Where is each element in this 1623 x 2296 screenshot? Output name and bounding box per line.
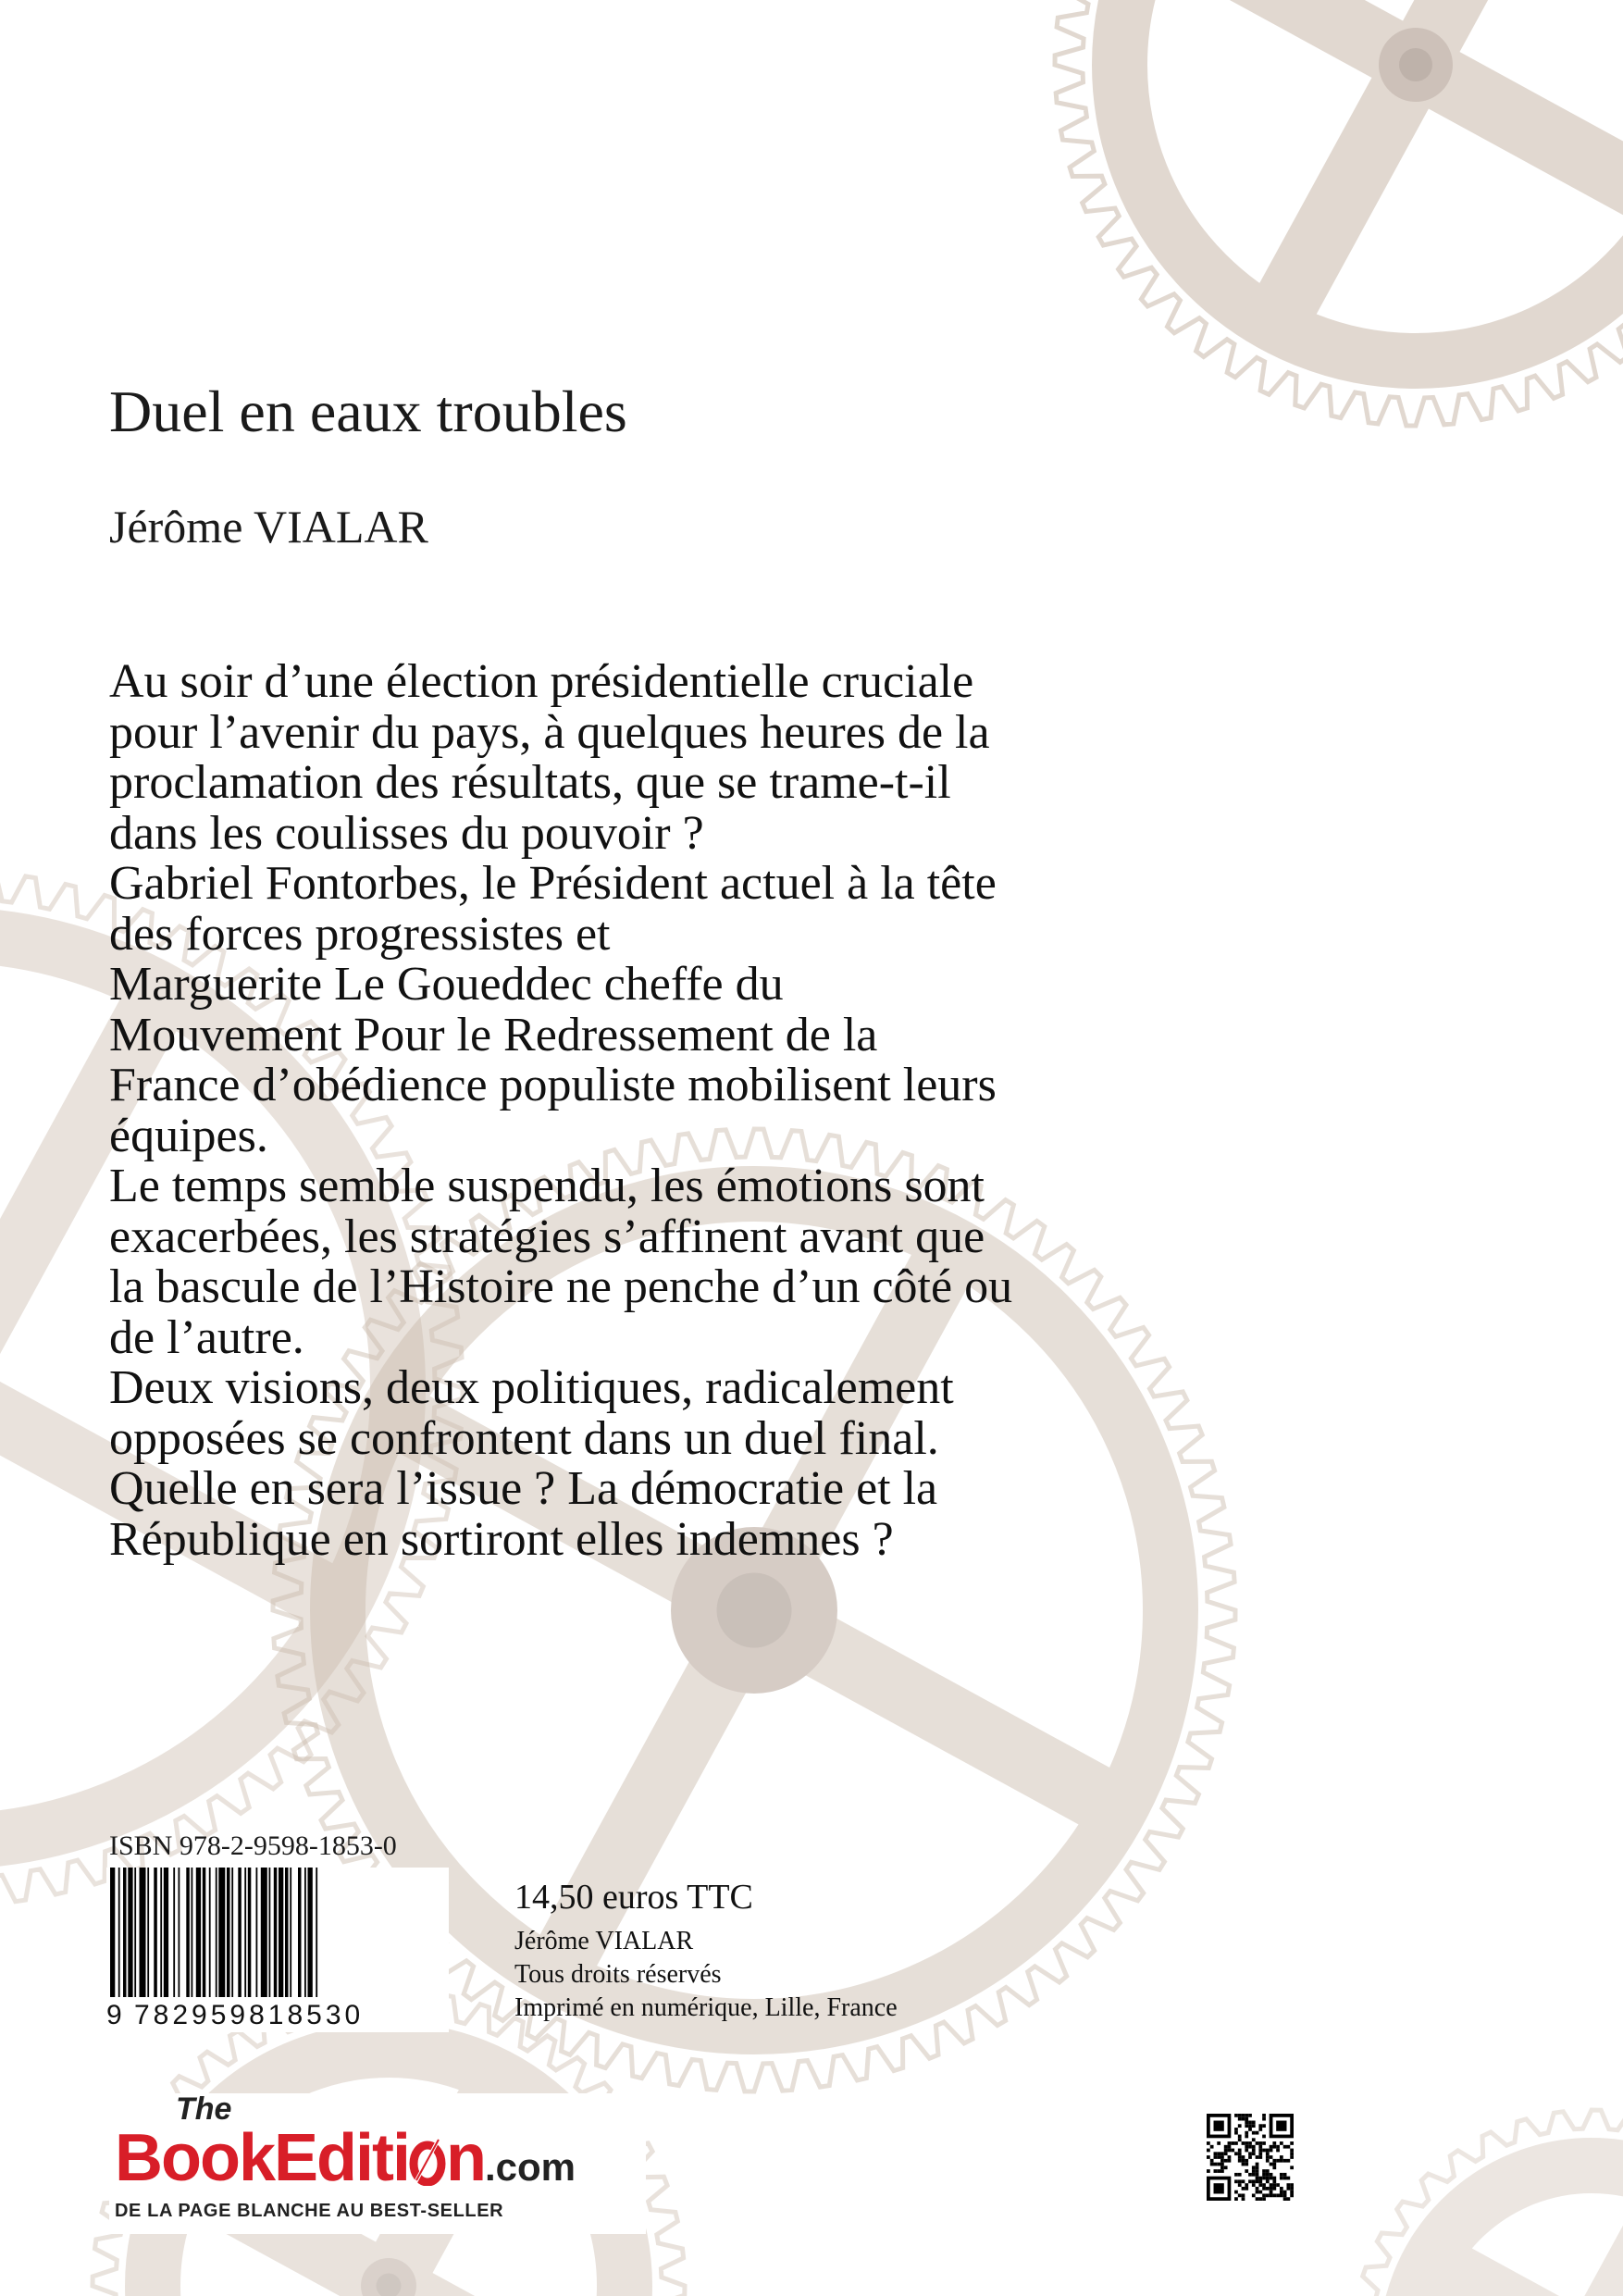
blurb-line: dans les coulisses du pouvoir ? xyxy=(109,806,704,860)
blurb-line: Marguerite Le Goueddec cheffe du xyxy=(109,958,784,1011)
logo-brand-suffix: n xyxy=(446,2121,485,2195)
gear-bottom-right xyxy=(1351,2110,1623,2296)
barcode-bars xyxy=(106,1868,449,2006)
logo-brand-prefix: BookEditi xyxy=(115,2121,409,2195)
logo-brand xyxy=(115,2121,576,2204)
price-label: 14,50 euros TTC xyxy=(514,1878,753,1917)
logo-tagline: DE LA PAGE BLANCHE AU BEST-SELLER xyxy=(115,2201,504,2221)
blurb-line: Gabriel Fontorbes, le Président actuel à la tête xyxy=(109,857,997,910)
logo-domain: .com xyxy=(484,2145,576,2189)
blurb-line: équipes. xyxy=(109,1109,268,1162)
blurb-line: la bascule de l’Histoire ne penche d’un côté ou xyxy=(109,1260,1013,1313)
blurb-line: France d’obédience populiste mobilisent leurs xyxy=(109,1059,997,1111)
blurb-line: Mouvement Pour le Redressement de la xyxy=(109,1008,878,1061)
book-title: Duel en eaux troubles xyxy=(109,379,627,444)
thebookedition-logo xyxy=(109,2093,646,2234)
rights-notice: Tous droits réservés xyxy=(514,1960,722,1989)
barcode-first-digit: 9 xyxy=(106,2000,122,2030)
isbn-label: ISBN 978-2-9598-1853-0 xyxy=(109,1831,397,1861)
blurb-line: Deux visions, deux politiques, radicalement xyxy=(109,1361,954,1414)
quill-icon xyxy=(409,2132,446,2186)
publication-info xyxy=(514,1925,898,2025)
blurb-line: Le temps semble suspendu, les émotions sont xyxy=(109,1160,985,1212)
blurb-line: de l’autre. xyxy=(109,1310,304,1364)
blurb-line: République en sortiront elles indemnes ? xyxy=(109,1512,894,1566)
blurb-line: opposées se confrontent dans un duel final. xyxy=(109,1411,939,1465)
blurb-line: Au soir d’une élection présidentielle cruciale xyxy=(109,655,974,708)
barcode-digit-string: 782959818530 xyxy=(134,2000,365,2030)
blurb-line: pour l’avenir du pays, à quelques heures de la xyxy=(109,705,990,759)
book-author: Jérôme VIALAR xyxy=(109,501,428,552)
blurb-line: exacerbées, les stratégies s’affinent avant que xyxy=(109,1210,985,1263)
blurb-line: proclamation des résultats, que se trame-t-il xyxy=(109,756,951,809)
gear-top-right xyxy=(1055,0,1623,426)
isbn-barcode xyxy=(106,1868,449,2032)
printing-notice: Imprimé en numérique, Lille, France xyxy=(514,1993,898,2022)
qr-code xyxy=(1207,2114,1294,2201)
qr-code-modules xyxy=(1207,2114,1294,2201)
blurb-line: Quelle en sera l’issue ? La démocratie et la xyxy=(109,1462,938,1515)
blurb-line: des forces progressistes et xyxy=(109,907,611,961)
logo-the-text: The xyxy=(176,2091,232,2127)
publication-author: Jérôme VIALAR xyxy=(514,1927,694,1955)
back-cover-blurb xyxy=(109,657,1257,1565)
